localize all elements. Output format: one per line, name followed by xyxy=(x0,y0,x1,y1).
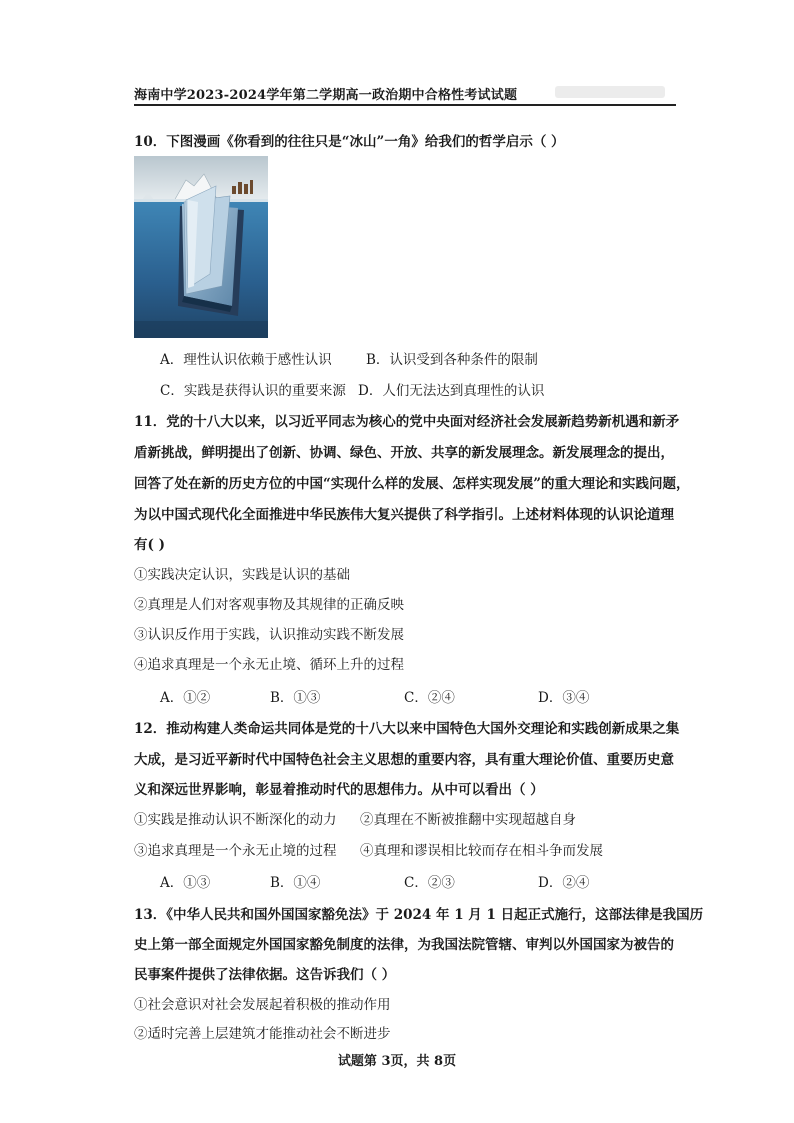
q12-item-2: ②真理在不断被推翻中实现超越自身 xyxy=(360,812,576,828)
q10-option-d: D．人们无法达到真理性的认识 xyxy=(358,383,545,399)
q12-stem-line-1: 12．推动构建人类命运共同体是党的十八大以来中国特色大国外交理论和实践创新成果之集 xyxy=(134,721,680,737)
q12-option-d: D．②④ xyxy=(538,875,590,891)
exam-header-title: 海南中学2023-2024学年第二学期高一政治期中合格性考试试题 xyxy=(134,88,518,103)
q11-stem-line-3: 回答了处在新的历史方位的中国“实现什么样的发展、怎样实现发展”的重大理论和实践问题， xyxy=(134,476,690,492)
q10-stem: 10．下图漫画《你看到的往往只是“冰山”一角》给我们的哲学启示（ ） xyxy=(134,134,565,150)
q11-item-1: ①实践决定认识，实践是认识的基础 xyxy=(134,567,350,583)
q11-item-3: ③认识反作用于实践，认识推动实践不断发展 xyxy=(134,627,404,643)
q11-item-4: ④追求真理是一个永无止境、循环上升的过程 xyxy=(134,657,404,673)
q11-option-c: C．②④ xyxy=(404,690,455,706)
q12-item-1: ①实践是推动认识不断深化的动力 xyxy=(134,812,337,828)
q13-item-1: ①社会意识对社会发展起着积极的推动作用 xyxy=(134,997,391,1013)
q11-stem-line-1: 11．党的十八大以来，以习近平同志为核心的党中央面对经济社会发展新趋势新机遇和新矛 xyxy=(134,414,680,430)
q10-option-b: B．认识受到各种条件的限制 xyxy=(366,352,538,368)
q11-option-a: A．①② xyxy=(160,690,211,706)
q12-item-4: ④真理和谬误相比较而存在相斗争而发展 xyxy=(360,843,603,859)
q12-stem-line-2: 大成，是习近平新时代中国特色社会主义思想的重要内容，具有重大理论价值、重要历史意 xyxy=(134,752,674,768)
q11-option-d: D．③④ xyxy=(538,690,590,706)
q12-option-c: C．②③ xyxy=(404,875,455,891)
iceberg-book-cartoon xyxy=(134,156,268,338)
q13-stem-line-2: 史上第一部全面规定外国国家豁免制度的法律，为我国法院管辖、审判以外国国家为被告的 xyxy=(134,937,674,953)
q11-stem-line-4: 为以中国式现代化全面推进中华民族伟大复兴提供了科学指引。上述材料体现的认识论道理 xyxy=(134,507,674,523)
header-divider xyxy=(134,104,676,106)
iceberg-book-illustration xyxy=(134,156,268,338)
q13-item-2: ②适时完善上层建筑才能推动社会不断进步 xyxy=(134,1026,391,1042)
q13-stem-line-1: 13．《中华人民共和国外国国家豁免法》于 2024 年 1 月 1 日起正式施行，这部法律是我国历 xyxy=(134,907,704,923)
page-footer: 试题第 3页，共 8页 xyxy=(337,1054,457,1069)
q10-option-a: A．理性认识依赖于感性认识 xyxy=(160,352,332,368)
q12-stem-line-3: 义和深远世界影响，彰显着推动时代的思想伟力。从中可以看出（ ） xyxy=(134,782,544,798)
q12-item-3: ③追求真理是一个永无止境的过程 xyxy=(134,843,337,859)
q12-option-a: A．①③ xyxy=(160,875,211,891)
q11-stem-line-2: 盾新挑战，鲜明提出了创新、协调、绿色、开放、共享的新发展理念。新发展理念的提出， xyxy=(134,445,674,461)
q10-option-c: C．实践是获得认识的重要来源 xyxy=(160,383,346,399)
q12-option-b: B．①④ xyxy=(270,875,321,891)
q11-stem-line-5: 有( ) xyxy=(134,537,165,553)
q13-stem-line-3: 民事案件提供了法律依据。这告诉我们（ ） xyxy=(134,967,396,983)
q11-option-b: B．①③ xyxy=(270,690,321,706)
q11-item-2: ②真理是人们对客观事物及其规律的正确反映 xyxy=(134,597,404,613)
